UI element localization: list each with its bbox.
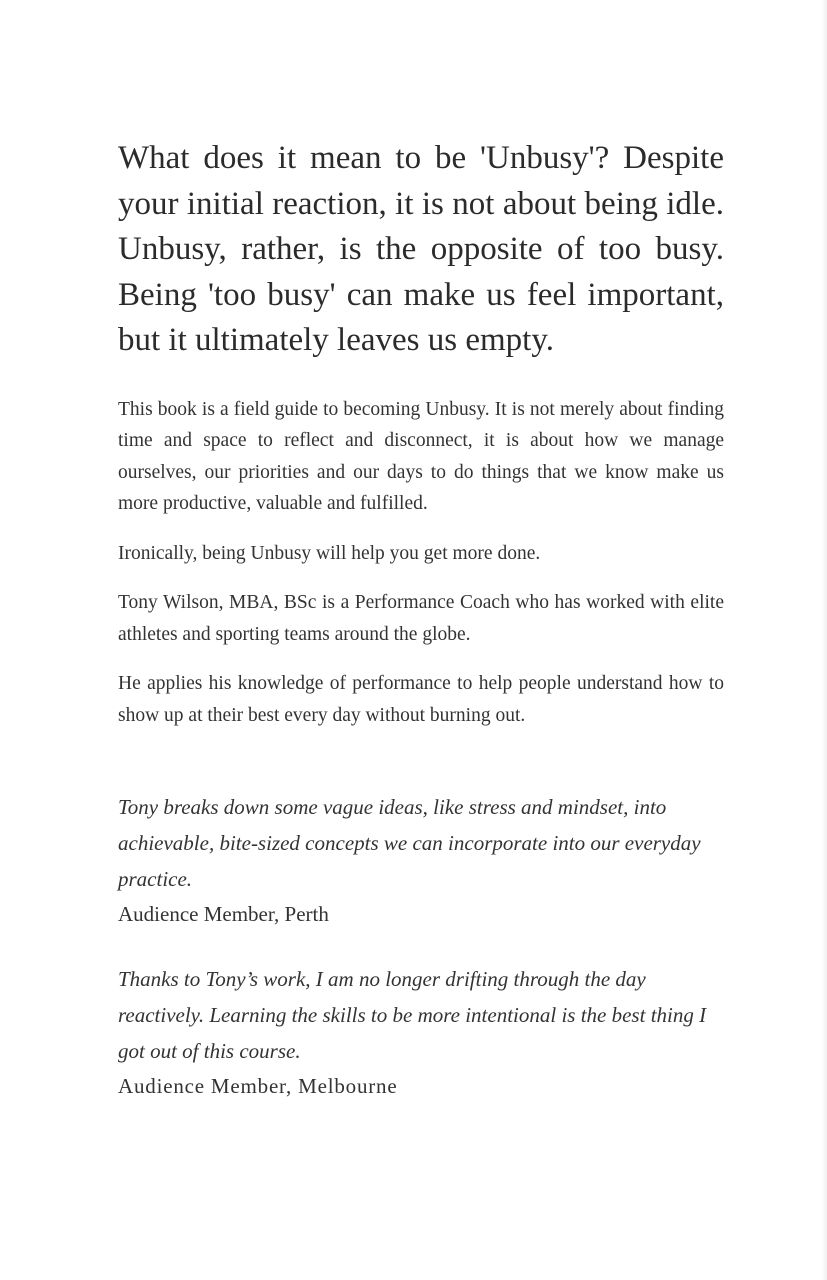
testimonial-attribution: Audience Member, Perth	[118, 902, 329, 926]
author-mission-paragraph: He applies his knowledge of performance to help people understand how to show up at their best every day without burning out.	[118, 673, 724, 726]
author-bio-paragraph: Tony Wilson, MBA, BSc is a Performance Coach who has worked with elite athletes and sporting teams around the globe.	[118, 592, 724, 645]
description-paragraph-2: Ironically, being Unbusy will help you get more done.	[118, 542, 541, 564]
testimonial-attribution: Audience Member, Melbourne	[118, 1074, 398, 1098]
testimonial	[118, 961, 724, 1103]
testimonial-quote: Thanks to Tony’s work, I am no longer drifting through the day reactively. Learning the skills to be more intentional is the best thing I got out of this course.	[118, 967, 707, 1063]
page-edge-shadow	[821, 0, 827, 1280]
testimonial	[118, 789, 724, 931]
testimonial-quote: Tony breaks down some vague ideas, like stress and mindset, into achievable, bite-sized concepts we can incorporate into our everyday practice.	[118, 795, 701, 891]
lead-paragraph: What does it mean to be 'Unbusy'? Despite your initial reaction, it is not about being idle. Unbusy, rather, is the opposite of too busy. Being 'too busy' can make us feel important, but it ultimately leaves us empty.	[118, 140, 724, 358]
description-paragraph-1: This book is a field guide to becoming Unbusy. It is not merely about finding time and space to reflect and disconnect, it is about how we manage ourselves, our priorities and our days to do things that we know make us more productive, valuable and fulfilled.	[118, 398, 724, 514]
testimonials	[118, 789, 724, 1103]
back-cover-content	[118, 136, 724, 1133]
